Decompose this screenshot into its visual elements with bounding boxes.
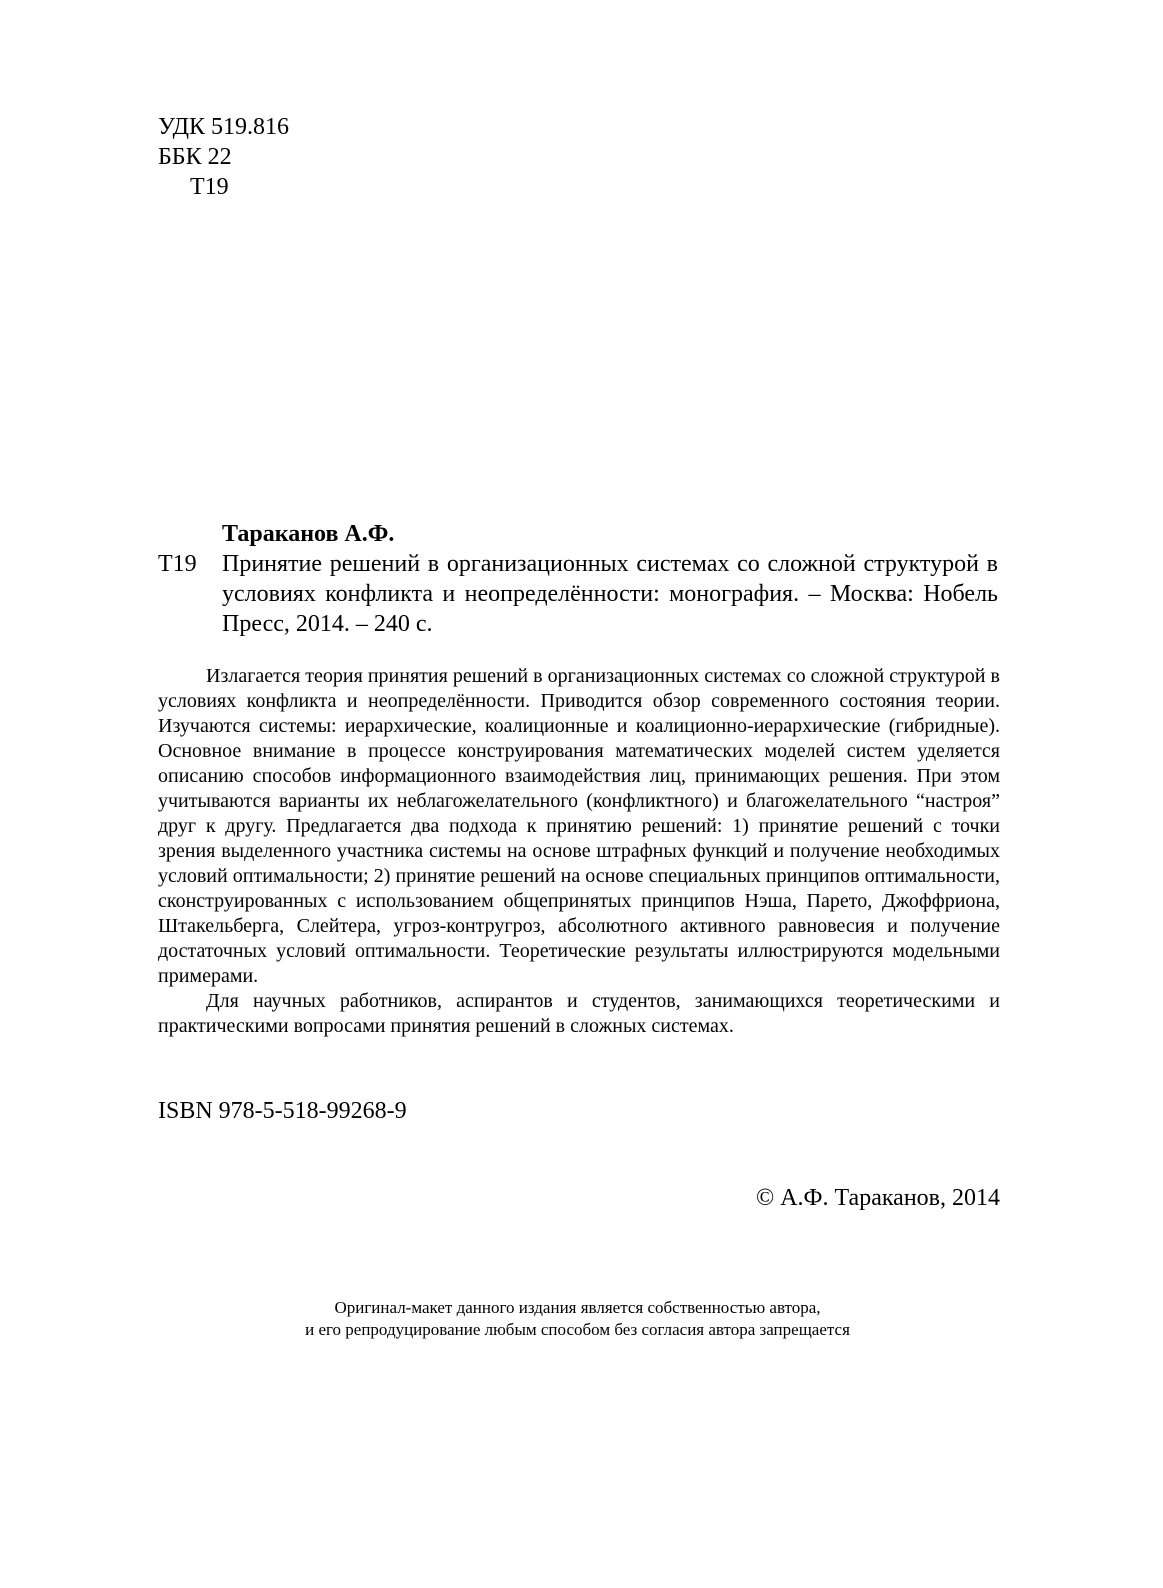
isbn: ISBN 978-5-518-99268-9 [158, 1098, 407, 1124]
author-sign-code: Т19 [190, 174, 229, 200]
annotation [158, 664, 1000, 1039]
notice-line-2: и его репродуцирование любым способом без согласия автора запрещается [305, 1320, 850, 1339]
udk-code: УДК 519.816 [158, 114, 289, 140]
classification-codes [158, 112, 289, 202]
catalog-description: Принятие решений в организационных системах со сложной структурой в условиях конфликта и неопределённости: монография. – Москва: Нобель Пресс, 2014. – 240 с. [222, 551, 998, 637]
bbk-code: ББК 22 [158, 144, 232, 170]
audience-paragraph: Для научных работников, аспирантов и студентов, занимающихся теоретическими и практическими вопросами принятия решений в сложных системах. [158, 990, 1000, 1037]
catalog-entry [158, 519, 998, 639]
copyright: © А.Ф. Тараканов, 2014 [755, 1185, 1000, 1211]
copyright-notice [0, 1297, 1163, 1341]
catalog-author: Тараканов А.Ф. [222, 521, 395, 547]
notice-line-1: Оригинал-макет данного издания является собственностью автора, [334, 1298, 821, 1317]
annotation-paragraph: Излагается теория принятия решений в организационных системах со сложной структурой в условиях конфликта и неопределённости. Приводится обзор современного состояния теории. Изучаются системы: иерархические, коалиционные и коалиционно-иерархические (гибридные). Основное внимание в процессе конструирования математических моделей систем уделяется описанию способов информационного взаимодействия лиц, принимающих решения. При этом учитываются варианты их неблагожелательного (конфликтного) и благожелательного “настроя” друг к другу. Предлагается два подхода к принятию решений: 1) принятие решений с точки зрения выделенного участника системы на основе штрафных функций и получение необходимых условий оптимальности; 2) принятие решений на основе специальных принципов оптимальности, сконструированных с использованием общепринятых принципов Нэша, Парето, Джоффриона, Штакельберга, Слейтера, угроз-контругроз, абсолютного активного равновесия и получение достаточных условий оптимальности. Теоретические результаты иллюстрируются модельными примерами. [158, 665, 1000, 987]
catalog-record [158, 549, 998, 639]
catalog-author-sign: Т19 [158, 551, 197, 577]
